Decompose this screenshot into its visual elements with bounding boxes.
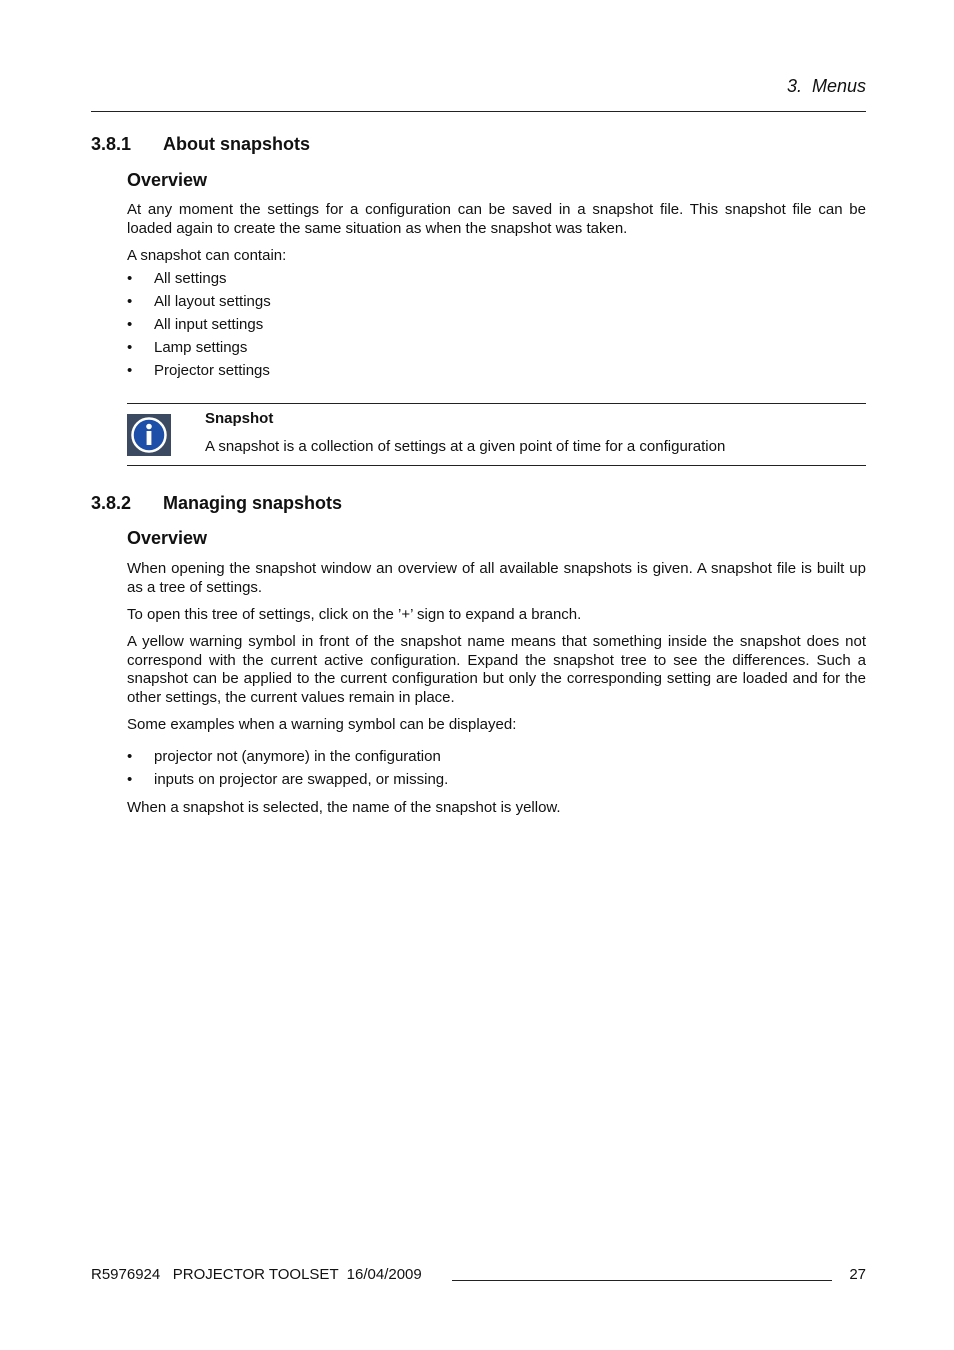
list-item: • Lamp settings (127, 339, 866, 362)
page-number: 27 (849, 1266, 866, 1283)
paragraph: Some examples when a warning symbol can be displayed: (127, 716, 517, 733)
section-heading-about-snapshots (91, 134, 310, 155)
snapshot-contents-list (127, 270, 866, 385)
paragraph: A snapshot can contain: (127, 247, 287, 264)
footer-divider (452, 1280, 832, 1281)
footer-document-info: R5976924 PROJECTOR TOOLSET 16/04/2009 (91, 1266, 422, 1283)
list-item: • projector not (anymore) in the configuration (127, 748, 866, 771)
section-title: Managing snapshots (163, 493, 343, 513)
section-number: 3.8.1 (91, 134, 132, 154)
header-divider (91, 111, 866, 112)
paragraph: When opening the snapshot window an overview of all available snapshots is given. A snapshot file is built up as a tree of settings. (127, 560, 866, 596)
list-item: • All layout settings (127, 293, 866, 316)
section-title: About snapshots (163, 134, 310, 154)
warning-examples-list (127, 748, 866, 794)
note-title: Snapshot (205, 410, 274, 427)
list-item: • inputs on projector are swapped, or missing. (127, 771, 866, 794)
note-top-divider (127, 403, 866, 404)
list-item: • All settings (127, 270, 866, 293)
overview-heading: Overview (127, 170, 208, 190)
list-item: • Projector settings (127, 362, 866, 385)
info-icon (127, 414, 171, 456)
overview-heading: Overview (127, 528, 208, 548)
chapter-header: 3. Menus (786, 76, 866, 96)
note-bottom-divider (127, 465, 866, 466)
paragraph: When a snapshot is selected, the name of the snapshot is yellow. (127, 799, 561, 816)
note-text: A snapshot is a collection of settings at a given point of time for a configuration (205, 438, 726, 455)
section-heading-managing-snapshots (91, 493, 342, 514)
paragraph: At any moment the settings for a configuration can be saved in a snapshot file. This snapshot file can be loaded again to create the same situation as when the snapshot was taken. (127, 201, 866, 237)
section-number: 3.8.2 (91, 493, 132, 513)
list-item: • All input settings (127, 316, 866, 339)
paragraph: A yellow warning symbol in front of the snapshot name means that something inside the snapshot does not correspond with the current active configuration. Expand the snapshot tree to see the differences. Such a snapshot can be applied to the current configuration but only the corresponding setting are loaded and for the other settings, the current values remain in place. (127, 633, 866, 706)
paragraph: To open this tree of settings, click on the ’+’ sign to expand a branch. (127, 606, 582, 623)
